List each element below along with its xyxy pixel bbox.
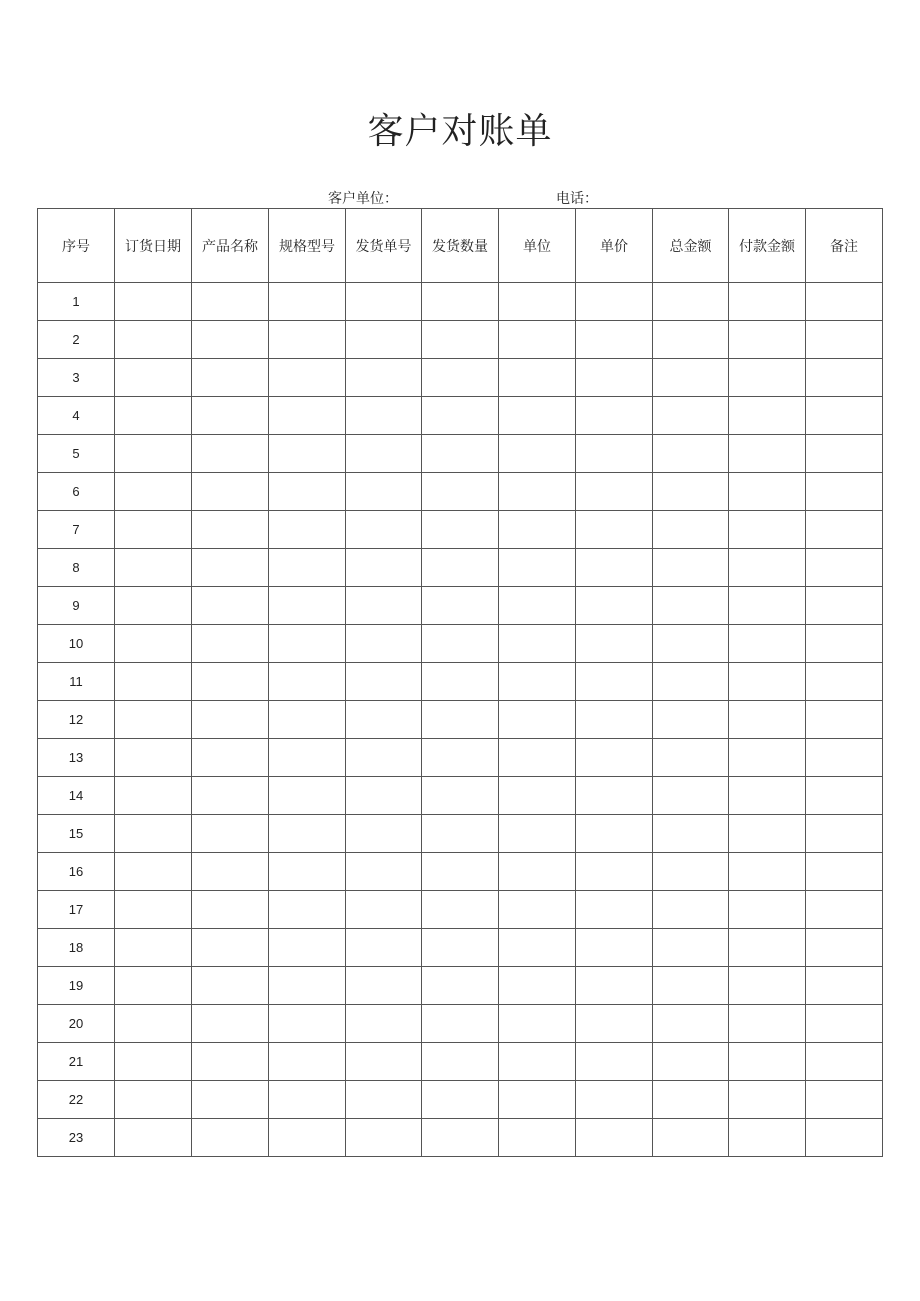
table-cell[interactable] xyxy=(806,435,883,473)
table-row xyxy=(38,929,883,967)
table-cell[interactable] xyxy=(499,511,576,549)
table-cell[interactable] xyxy=(806,929,883,967)
table-cell[interactable] xyxy=(115,359,192,397)
table-cell[interactable] xyxy=(499,321,576,359)
table-cell[interactable] xyxy=(192,1081,269,1119)
table-cell[interactable] xyxy=(115,1005,192,1043)
table-cell[interactable] xyxy=(269,739,346,777)
row-serial-cell: 11 xyxy=(38,663,115,701)
table-cell[interactable] xyxy=(269,1081,346,1119)
table-cell[interactable] xyxy=(115,1043,192,1081)
table-cell[interactable] xyxy=(346,701,422,739)
table-cell[interactable] xyxy=(269,1119,346,1157)
table-cell[interactable] xyxy=(346,1081,422,1119)
table-cell[interactable] xyxy=(576,815,653,853)
table-cell[interactable] xyxy=(499,283,576,321)
table-cell[interactable] xyxy=(422,891,499,929)
table-cell[interactable] xyxy=(729,891,806,929)
header-unit-price: 单价 xyxy=(576,209,653,283)
row-serial-cell: 21 xyxy=(38,1043,115,1081)
table-cell[interactable] xyxy=(806,1043,883,1081)
table-cell[interactable] xyxy=(653,321,729,359)
table-cell[interactable] xyxy=(806,777,883,815)
table-cell[interactable] xyxy=(269,1043,346,1081)
table-cell[interactable] xyxy=(806,967,883,1005)
table-row xyxy=(38,891,883,929)
table-cell[interactable] xyxy=(806,1081,883,1119)
table-cell[interactable] xyxy=(729,435,806,473)
table-cell[interactable] xyxy=(346,397,422,435)
row-serial-cell: 12 xyxy=(38,701,115,739)
row-serial-cell: 18 xyxy=(38,929,115,967)
table-cell[interactable] xyxy=(422,549,499,587)
table-cell[interactable] xyxy=(269,359,346,397)
table-cell[interactable] xyxy=(346,625,422,663)
table-cell[interactable] xyxy=(729,397,806,435)
header-product-name: 产品名称 xyxy=(192,209,269,283)
table-cell[interactable] xyxy=(653,853,729,891)
table-cell[interactable] xyxy=(422,511,499,549)
row-serial-cell: 14 xyxy=(38,777,115,815)
table-cell[interactable] xyxy=(422,321,499,359)
table-row xyxy=(38,321,883,359)
table-cell[interactable] xyxy=(729,283,806,321)
table-cell[interactable] xyxy=(269,625,346,663)
table-row xyxy=(38,701,883,739)
table-cell[interactable] xyxy=(499,625,576,663)
table-cell[interactable] xyxy=(192,625,269,663)
table-cell[interactable] xyxy=(115,549,192,587)
table-cell[interactable] xyxy=(806,1119,883,1157)
table-cell[interactable] xyxy=(576,549,653,587)
header-remarks: 备注 xyxy=(806,209,883,283)
table-row xyxy=(38,1119,883,1157)
table-cell[interactable] xyxy=(806,359,883,397)
table-cell[interactable] xyxy=(115,397,192,435)
row-serial-cell: 2 xyxy=(38,321,115,359)
header-total-amount: 总金额 xyxy=(653,209,729,283)
table-cell[interactable] xyxy=(499,1119,576,1157)
table-cell[interactable] xyxy=(499,1081,576,1119)
table-row xyxy=(38,359,883,397)
table-cell[interactable] xyxy=(269,967,346,1005)
table-cell[interactable] xyxy=(269,473,346,511)
table-cell[interactable] xyxy=(806,739,883,777)
row-serial-cell: 6 xyxy=(38,473,115,511)
table-cell[interactable] xyxy=(269,397,346,435)
table-cell[interactable] xyxy=(115,853,192,891)
table-cell[interactable] xyxy=(576,967,653,1005)
table-cell[interactable] xyxy=(653,359,729,397)
table-cell[interactable] xyxy=(499,777,576,815)
table-cell[interactable] xyxy=(729,321,806,359)
table-cell[interactable] xyxy=(653,777,729,815)
table-cell[interactable] xyxy=(499,549,576,587)
table-cell[interactable] xyxy=(653,815,729,853)
table-cell[interactable] xyxy=(115,739,192,777)
table-cell[interactable] xyxy=(115,701,192,739)
table-cell[interactable] xyxy=(499,435,576,473)
table-cell[interactable] xyxy=(192,891,269,929)
table-cell[interactable] xyxy=(269,891,346,929)
table-cell[interactable] xyxy=(576,359,653,397)
table-cell[interactable] xyxy=(269,283,346,321)
table-cell[interactable] xyxy=(269,587,346,625)
table-cell[interactable] xyxy=(269,511,346,549)
table-cell[interactable] xyxy=(729,549,806,587)
table-cell[interactable] xyxy=(269,853,346,891)
table-cell[interactable] xyxy=(115,967,192,1005)
table-cell[interactable] xyxy=(269,435,346,473)
table-cell[interactable] xyxy=(729,1043,806,1081)
table-cell[interactable] xyxy=(653,549,729,587)
table-row xyxy=(38,549,883,587)
header-spec-model: 规格型号 xyxy=(269,209,346,283)
table-cell[interactable] xyxy=(422,815,499,853)
row-serial-cell: 22 xyxy=(38,1081,115,1119)
table-row xyxy=(38,815,883,853)
table-cell[interactable] xyxy=(576,511,653,549)
page-title: 客户对账单 xyxy=(367,111,553,152)
table-cell[interactable] xyxy=(576,1043,653,1081)
table-cell[interactable] xyxy=(115,625,192,663)
table-row xyxy=(38,1043,883,1081)
row-serial-cell: 16 xyxy=(38,853,115,891)
table-cell[interactable] xyxy=(729,1081,806,1119)
table-cell[interactable] xyxy=(653,1005,729,1043)
table-cell[interactable] xyxy=(729,777,806,815)
table-cell[interactable] xyxy=(499,663,576,701)
table-cell[interactable] xyxy=(115,473,192,511)
table-cell[interactable] xyxy=(729,739,806,777)
table-cell[interactable] xyxy=(269,663,346,701)
table-cell[interactable] xyxy=(422,283,499,321)
table-cell[interactable] xyxy=(576,625,653,663)
table-body xyxy=(38,283,883,1157)
table-cell[interactable] xyxy=(115,663,192,701)
table-cell[interactable] xyxy=(576,701,653,739)
header-shipped-quantity: 发货数量 xyxy=(422,209,499,283)
table-cell[interactable] xyxy=(729,1119,806,1157)
row-serial-cell: 3 xyxy=(38,359,115,397)
table-cell[interactable] xyxy=(653,435,729,473)
row-serial-cell: 13 xyxy=(38,739,115,777)
table-cell[interactable] xyxy=(346,967,422,1005)
table-cell[interactable] xyxy=(192,511,269,549)
table-cell[interactable] xyxy=(653,701,729,739)
table-cell[interactable] xyxy=(269,929,346,967)
table-cell[interactable] xyxy=(576,1005,653,1043)
table-cell[interactable] xyxy=(576,435,653,473)
table-row xyxy=(38,283,883,321)
table-cell[interactable] xyxy=(192,929,269,967)
table-cell[interactable] xyxy=(192,967,269,1005)
table-cell[interactable] xyxy=(729,511,806,549)
table-cell[interactable] xyxy=(346,815,422,853)
table-cell[interactable] xyxy=(346,1005,422,1043)
table-cell[interactable] xyxy=(729,359,806,397)
row-serial-cell: 20 xyxy=(38,1005,115,1043)
table-cell[interactable] xyxy=(729,625,806,663)
table-cell[interactable] xyxy=(192,397,269,435)
table-cell[interactable] xyxy=(192,1119,269,1157)
table-cell[interactable] xyxy=(269,321,346,359)
table-cell[interactable] xyxy=(192,815,269,853)
table-cell[interactable] xyxy=(499,397,576,435)
table-cell[interactable] xyxy=(499,473,576,511)
table-cell[interactable] xyxy=(729,929,806,967)
table-cell[interactable] xyxy=(576,929,653,967)
table-cell[interactable] xyxy=(115,777,192,815)
table-cell[interactable] xyxy=(653,663,729,701)
phone-label: 电话： xyxy=(556,191,598,207)
table-cell[interactable] xyxy=(192,853,269,891)
table-cell[interactable] xyxy=(346,321,422,359)
table-cell[interactable] xyxy=(806,625,883,663)
table-cell[interactable] xyxy=(576,587,653,625)
table-cell[interactable] xyxy=(422,967,499,1005)
table-cell[interactable] xyxy=(422,663,499,701)
table-row xyxy=(38,967,883,1005)
table-cell[interactable] xyxy=(806,701,883,739)
table-cell[interactable] xyxy=(499,815,576,853)
table-row xyxy=(38,853,883,891)
table-cell[interactable] xyxy=(422,625,499,663)
table-row xyxy=(38,511,883,549)
table-cell[interactable] xyxy=(422,853,499,891)
table-cell[interactable] xyxy=(576,283,653,321)
table-cell[interactable] xyxy=(422,1119,499,1157)
row-serial-cell: 1 xyxy=(38,283,115,321)
table-cell[interactable] xyxy=(346,777,422,815)
table-cell[interactable] xyxy=(729,473,806,511)
table-row xyxy=(38,397,883,435)
table-cell[interactable] xyxy=(499,359,576,397)
table-cell[interactable] xyxy=(192,321,269,359)
table-row xyxy=(38,739,883,777)
header-row xyxy=(38,209,883,283)
info-row xyxy=(0,188,920,208)
table-cell[interactable] xyxy=(806,587,883,625)
table-cell[interactable] xyxy=(653,625,729,663)
table-cell[interactable] xyxy=(499,1043,576,1081)
table-cell[interactable] xyxy=(422,1005,499,1043)
table-row xyxy=(38,625,883,663)
table-cell[interactable] xyxy=(806,283,883,321)
table-cell[interactable] xyxy=(576,1119,653,1157)
table-cell[interactable] xyxy=(269,777,346,815)
table-cell[interactable] xyxy=(806,473,883,511)
table-cell[interactable] xyxy=(192,1005,269,1043)
header-serial: 序号 xyxy=(38,209,115,283)
table-cell[interactable] xyxy=(806,815,883,853)
table-cell[interactable] xyxy=(422,435,499,473)
table-cell[interactable] xyxy=(346,853,422,891)
table-cell[interactable] xyxy=(499,853,576,891)
header-paid-amount: 付款金额 xyxy=(729,209,806,283)
table-cell[interactable] xyxy=(192,777,269,815)
customer-label: 客户单位： xyxy=(328,191,398,207)
table-row xyxy=(38,473,883,511)
table-cell[interactable] xyxy=(576,1081,653,1119)
header-order-date: 订货日期 xyxy=(115,209,192,283)
table-row xyxy=(38,435,883,473)
table-cell[interactable] xyxy=(653,397,729,435)
table-cell[interactable] xyxy=(729,815,806,853)
table-cell[interactable] xyxy=(422,777,499,815)
table-cell[interactable] xyxy=(346,587,422,625)
table-row xyxy=(38,663,883,701)
table-cell[interactable] xyxy=(192,663,269,701)
table-cell[interactable] xyxy=(576,663,653,701)
table-cell[interactable] xyxy=(806,891,883,929)
table-cell[interactable] xyxy=(499,739,576,777)
table-cell[interactable] xyxy=(499,891,576,929)
table-cell[interactable] xyxy=(806,511,883,549)
table-cell[interactable] xyxy=(192,1043,269,1081)
table-cell[interactable] xyxy=(499,967,576,1005)
table-cell[interactable] xyxy=(806,321,883,359)
table-cell[interactable] xyxy=(346,1043,422,1081)
table-cell[interactable] xyxy=(422,587,499,625)
table-cell[interactable] xyxy=(499,701,576,739)
row-serial-cell: 15 xyxy=(38,815,115,853)
table-row xyxy=(38,1081,883,1119)
table-cell[interactable] xyxy=(422,739,499,777)
table-cell[interactable] xyxy=(653,1081,729,1119)
table-cell[interactable] xyxy=(499,929,576,967)
table-cell[interactable] xyxy=(115,1119,192,1157)
table-cell[interactable] xyxy=(653,967,729,1005)
table-cell[interactable] xyxy=(115,929,192,967)
table-cell[interactable] xyxy=(422,701,499,739)
table-cell[interactable] xyxy=(269,815,346,853)
table-cell[interactable] xyxy=(422,1081,499,1119)
row-serial-cell: 4 xyxy=(38,397,115,435)
table-cell[interactable] xyxy=(576,777,653,815)
table-cell[interactable] xyxy=(653,587,729,625)
table-row xyxy=(38,777,883,815)
table-cell[interactable] xyxy=(192,283,269,321)
table-cell[interactable] xyxy=(729,587,806,625)
table-cell[interactable] xyxy=(192,549,269,587)
table-cell[interactable] xyxy=(346,891,422,929)
table-cell[interactable] xyxy=(346,739,422,777)
table-cell[interactable] xyxy=(346,473,422,511)
table-cell[interactable] xyxy=(115,435,192,473)
table-cell[interactable] xyxy=(576,891,653,929)
table-cell[interactable] xyxy=(576,473,653,511)
table-cell[interactable] xyxy=(346,511,422,549)
table-cell[interactable] xyxy=(115,891,192,929)
table-cell[interactable] xyxy=(499,587,576,625)
table-cell[interactable] xyxy=(653,473,729,511)
table-cell[interactable] xyxy=(422,1043,499,1081)
table-cell[interactable] xyxy=(576,853,653,891)
table-cell[interactable] xyxy=(346,929,422,967)
table-cell[interactable] xyxy=(422,929,499,967)
table-cell[interactable] xyxy=(653,739,729,777)
table-cell[interactable] xyxy=(653,929,729,967)
row-serial-cell: 9 xyxy=(38,587,115,625)
table-cell[interactable] xyxy=(346,663,422,701)
table-cell[interactable] xyxy=(806,1005,883,1043)
row-serial-cell: 5 xyxy=(38,435,115,473)
table-cell[interactable] xyxy=(192,435,269,473)
table-cell[interactable] xyxy=(269,549,346,587)
table-cell[interactable] xyxy=(729,663,806,701)
table-cell[interactable] xyxy=(192,701,269,739)
table-row xyxy=(38,587,883,625)
header-shipping-number: 发货单号 xyxy=(346,209,422,283)
table-cell[interactable] xyxy=(346,435,422,473)
table-cell[interactable] xyxy=(346,549,422,587)
table-cell[interactable] xyxy=(806,663,883,701)
table-cell[interactable] xyxy=(806,549,883,587)
row-serial-cell: 7 xyxy=(38,511,115,549)
table-cell[interactable] xyxy=(806,853,883,891)
table-cell[interactable] xyxy=(729,701,806,739)
table-cell[interactable] xyxy=(422,397,499,435)
table-cell[interactable] xyxy=(422,473,499,511)
table-cell[interactable] xyxy=(422,359,499,397)
table-cell[interactable] xyxy=(499,1005,576,1043)
table-cell[interactable] xyxy=(653,1043,729,1081)
statement-table xyxy=(37,208,883,1157)
row-serial-cell: 17 xyxy=(38,891,115,929)
table-cell[interactable] xyxy=(729,853,806,891)
table-cell[interactable] xyxy=(115,1081,192,1119)
table-cell[interactable] xyxy=(115,587,192,625)
row-serial-cell: 10 xyxy=(38,625,115,663)
table-cell[interactable] xyxy=(115,815,192,853)
row-serial-cell: 23 xyxy=(38,1119,115,1157)
table-cell[interactable] xyxy=(576,739,653,777)
table-cell[interactable] xyxy=(653,891,729,929)
table-cell[interactable] xyxy=(346,283,422,321)
table-cell[interactable] xyxy=(576,321,653,359)
table-cell[interactable] xyxy=(806,397,883,435)
table-cell[interactable] xyxy=(192,359,269,397)
table-cell[interactable] xyxy=(653,511,729,549)
table-cell[interactable] xyxy=(115,283,192,321)
table-cell[interactable] xyxy=(192,473,269,511)
table-cell[interactable] xyxy=(192,587,269,625)
table-cell[interactable] xyxy=(729,967,806,1005)
table-cell[interactable] xyxy=(269,701,346,739)
table-cell[interactable] xyxy=(346,1119,422,1157)
row-serial-cell: 8 xyxy=(38,549,115,587)
table-cell[interactable] xyxy=(192,739,269,777)
table-cell[interactable] xyxy=(115,511,192,549)
table-row xyxy=(38,1005,883,1043)
table-cell[interactable] xyxy=(729,1005,806,1043)
table-cell[interactable] xyxy=(346,359,422,397)
header-unit: 单位 xyxy=(499,209,576,283)
row-serial-cell: 19 xyxy=(38,967,115,1005)
table-cell[interactable] xyxy=(269,1005,346,1043)
table-cell[interactable] xyxy=(576,397,653,435)
table-cell[interactable] xyxy=(653,283,729,321)
table-cell[interactable] xyxy=(115,321,192,359)
table-cell[interactable] xyxy=(653,1119,729,1157)
